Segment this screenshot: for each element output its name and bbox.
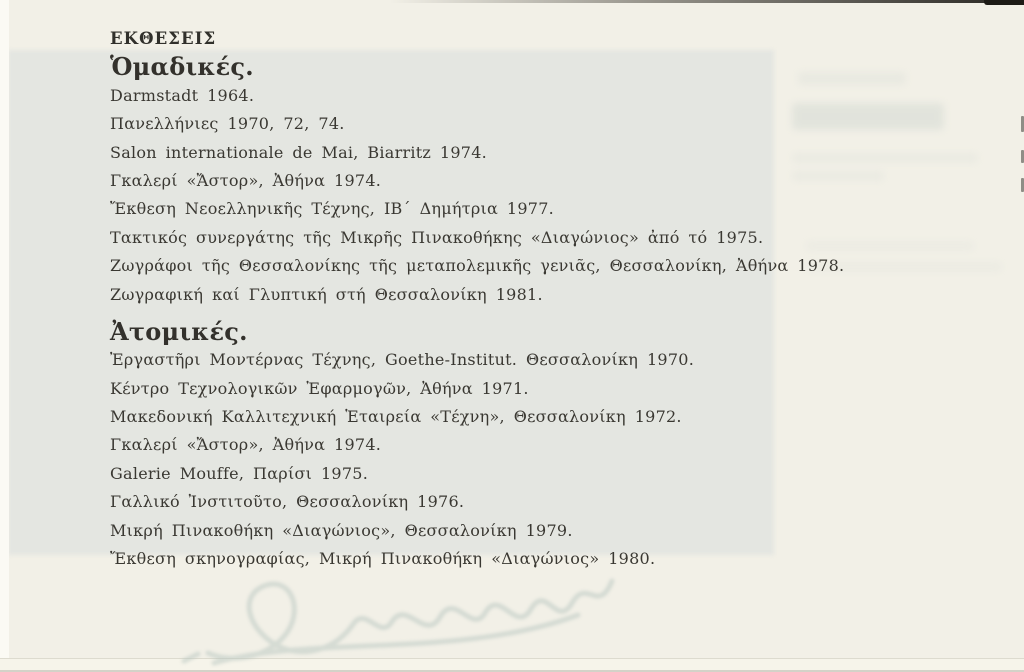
exhibition-line: Ἐργαστῆρι Μοντέρνας Τέχνης, Goethe-Institut. Θεσσαλονίκη 1970. xyxy=(110,350,695,370)
exhibition-line: Γαλλικό Ἰνστιτοῦτο, Θεσσαλονίκη 1976. xyxy=(110,492,465,512)
bleedthrough-signature xyxy=(150,563,630,671)
exhibition-line: Κέντρο Τεχνολογικῶν Ἐφαρμογῶν, Ἀθήνα 1971. xyxy=(110,378,529,398)
exhibition-line: Πανελλήνιες 1970, 72, 74. xyxy=(110,114,345,134)
exhibition-line: Μακεδονική Καλλιτεχνική Ἑταιρεία «Τέχνη», Θεσσαλονίκη 1972. xyxy=(110,407,682,427)
exhibition-line: Darmstadt 1964. xyxy=(110,85,255,105)
exhibition-line: Ζωγραφική καί Γλυπτική στή Θεσσαλονίκη 1981. xyxy=(110,284,543,304)
left-page-edge xyxy=(0,0,9,672)
exhibitions-list xyxy=(110,25,844,573)
exhibition-line: Μικρή Πινακοθήκη «Διαγώνιος», Θεσσαλονίκη 1979. xyxy=(110,520,573,540)
exhibition-line: Salon internationale de Mai, Biarritz 1974. xyxy=(110,142,487,162)
section-title-solo-shows: Ἀτομικές. xyxy=(110,316,248,346)
section-title-group-shows: Ὁμαδικές. xyxy=(110,52,254,82)
top-scan-edge xyxy=(0,0,1024,3)
page-heading: ΕΚΘΕΣΕΙΣ xyxy=(110,29,217,48)
exhibition-line: Γκαλερί «Ἄστορ», Ἀθήνα 1974. xyxy=(110,435,382,455)
exhibition-line: Galerie Mouffe, Παρίσι 1975. xyxy=(110,463,369,483)
exhibition-line: Τακτικός συνεργάτης τῆς Μικρῆς Πινακοθήκης «Διαγώνιος» ἀπό τό 1975. xyxy=(110,227,764,247)
exhibition-line: Ἔκθεση σκηνογραφίας, Μικρή Πινακοθήκη «Διαγώνιος» 1980. xyxy=(110,549,656,569)
exhibition-line: Ζωγράφοι τῆς Θεσσαλονίκης τῆς μεταπολεμικῆς γενιᾶς, Θεσσαλονίκη, Ἀθήνα 1978. xyxy=(110,256,845,276)
top-right-scan-corner xyxy=(984,0,1024,5)
exhibition-line: Γκαλερί «Ἄστορ», Ἀθήνα 1974. xyxy=(110,170,382,190)
exhibition-line: Ἔκθεση Νεοελληνικῆς Τέχνης, ΙΒ΄ Δημήτρια 1977. xyxy=(110,199,554,219)
